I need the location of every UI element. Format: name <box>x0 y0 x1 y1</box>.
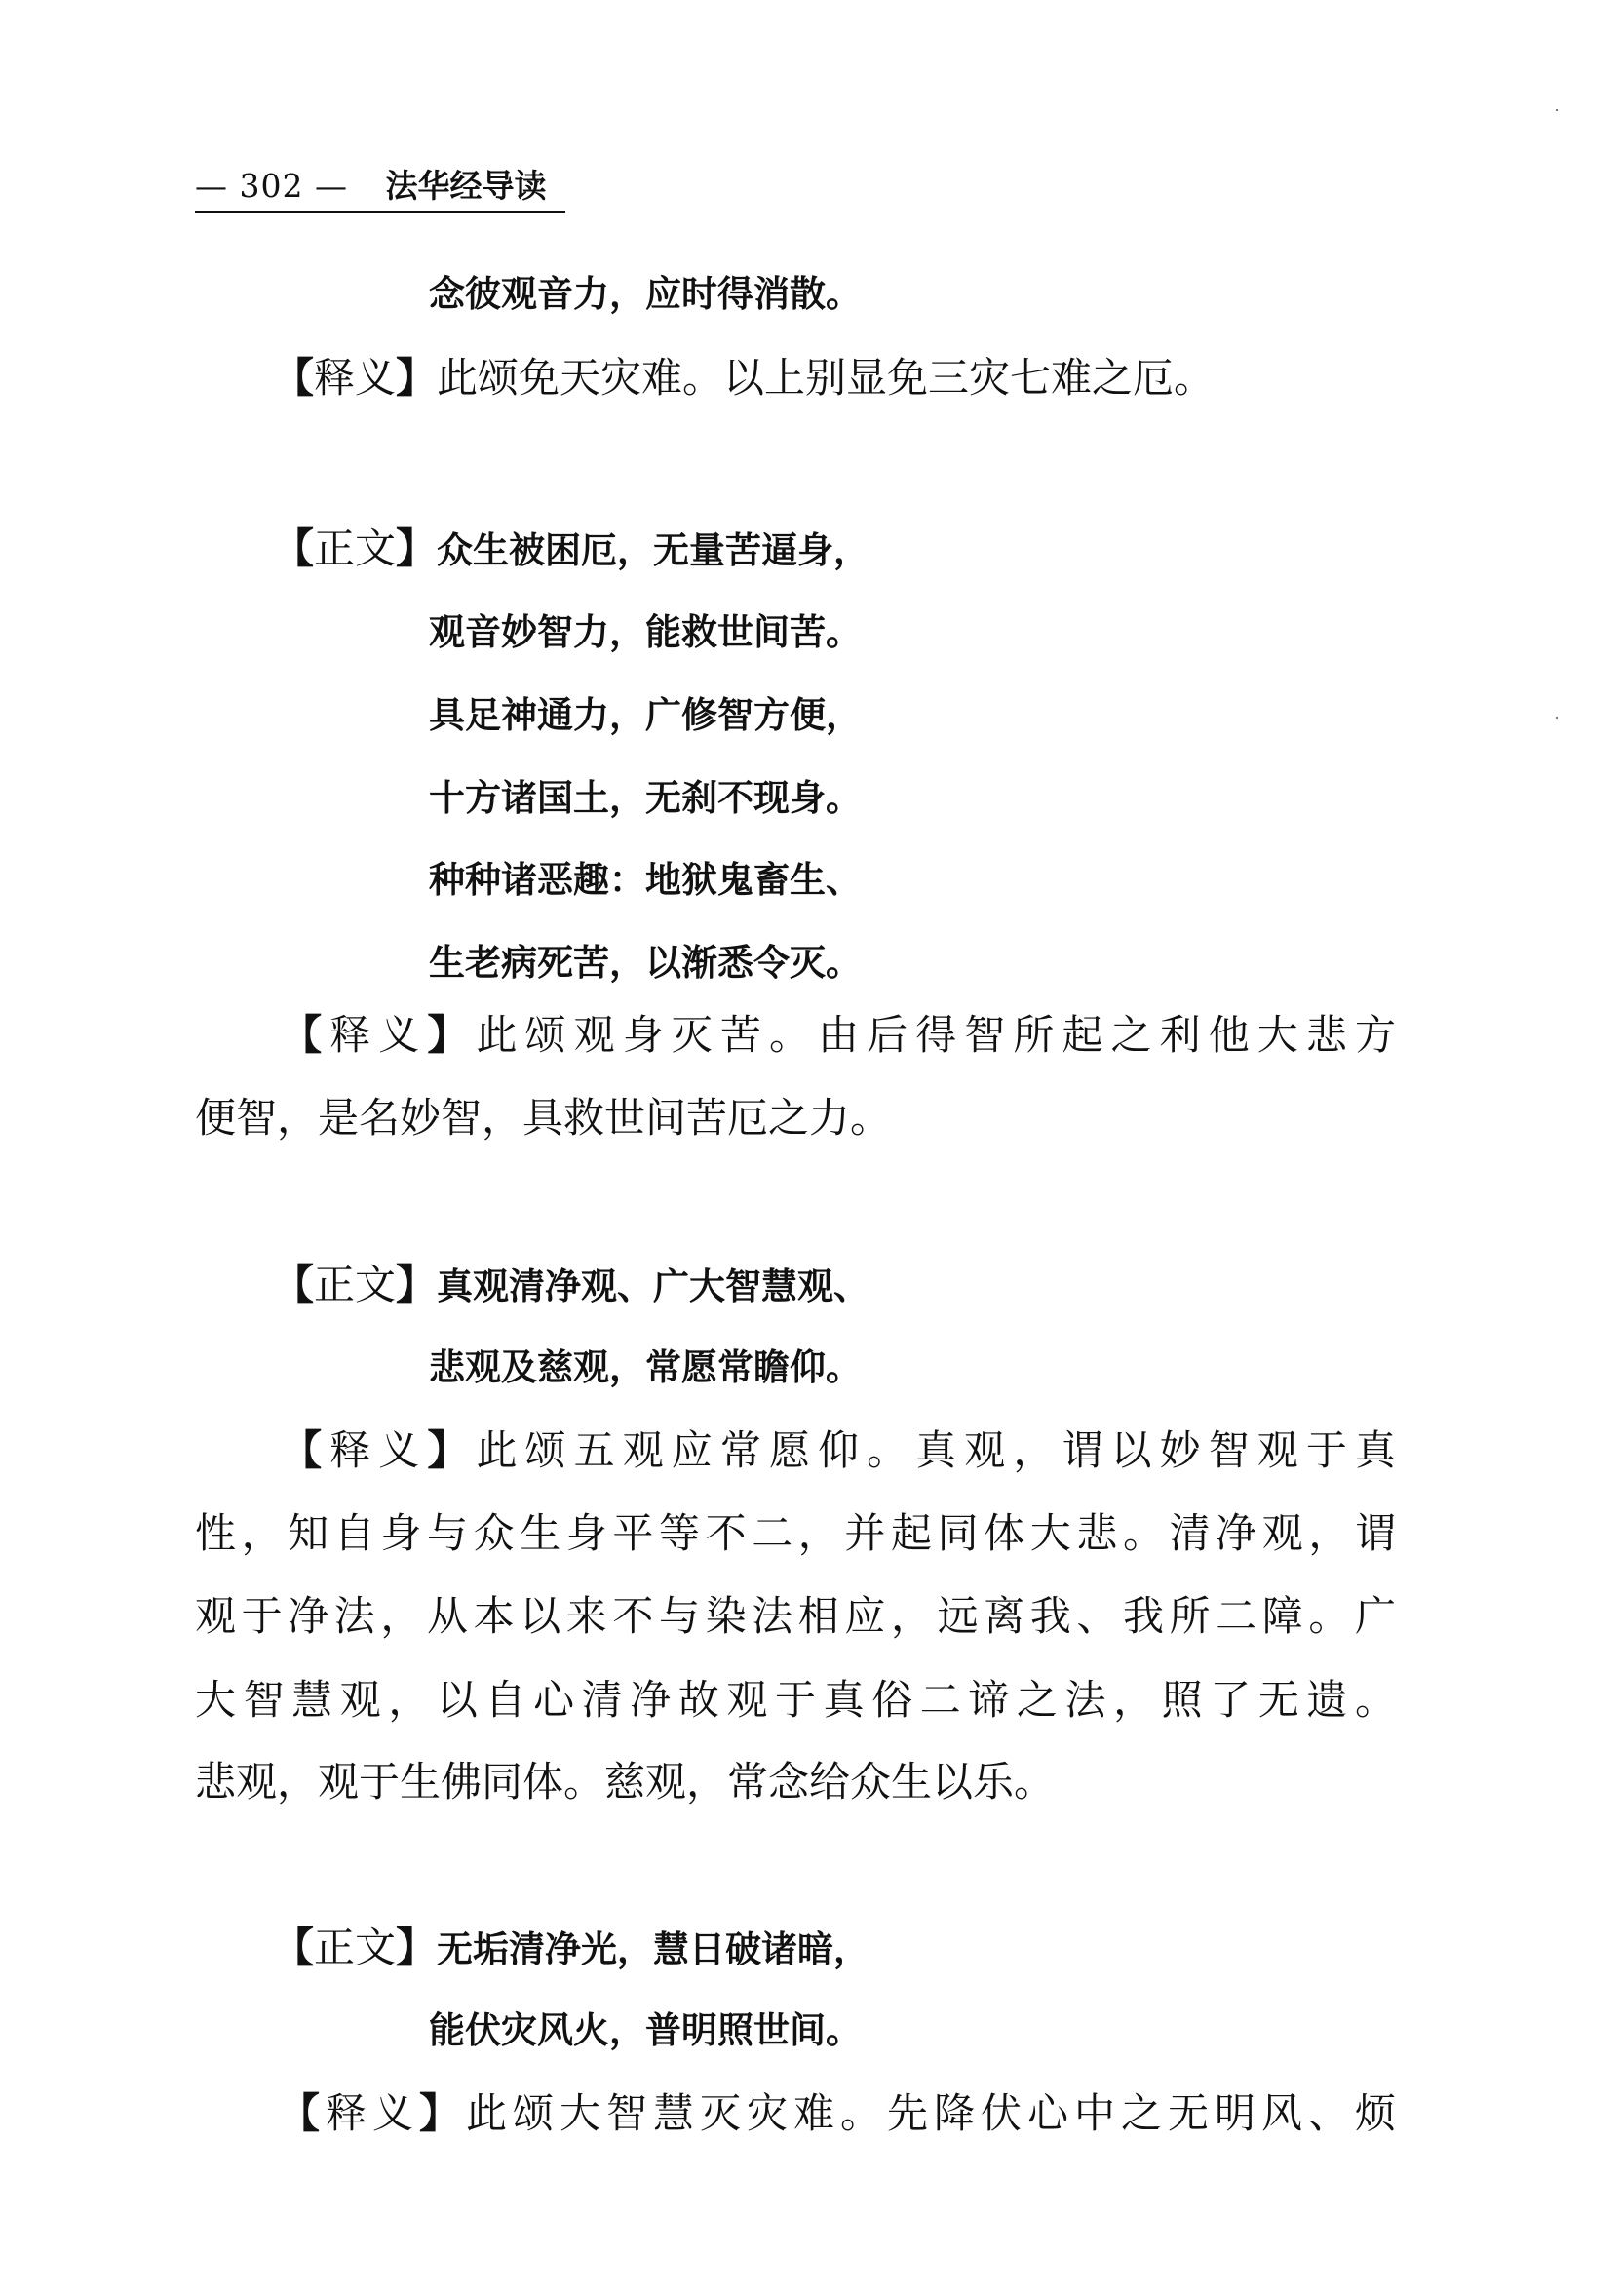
shiyi-tag: 【释义】 <box>273 1426 477 1474</box>
gloss-line: 观于净法，从本以来不与染法相应，远离我、我所二障。广 <box>195 1592 1396 1640</box>
verse-line: 种种诸恶趣：地狱鬼畜生、 <box>429 859 862 901</box>
verse-line: 生老病死苦，以渐悉令灭。 <box>429 942 862 984</box>
shiyi-tag: 【释义】 <box>273 354 438 402</box>
gloss-line: 【释义】此颂观身灭苦。由后得智所起之利他大悲方 <box>273 1011 1396 1059</box>
gloss-line: 大智慧观，以自心清净故观于真俗二谛之法，照了无遗。 <box>195 1676 1396 1724</box>
top-verse-line: 念彼观音力，应时得消散。 <box>429 273 862 315</box>
gloss-line: 【释义】此颂大智慧灭灾难。先降伏心中之无明风、烦 <box>273 2089 1396 2137</box>
verse-line: 【正文】真观清净观、广大智慧观、 <box>273 1261 870 1308</box>
gloss-line: 【释义】此颂五观应常愿仰。真观，谓以妙智观于真 <box>273 1426 1396 1474</box>
page-number: — 302 — <box>195 167 348 205</box>
verse-line: 具足神通力，广修智方便， <box>429 694 862 736</box>
zhengwen-tag: 【正文】 <box>273 525 438 572</box>
verse-line: 【正文】众生被困厄，无量苦逼身， <box>273 525 870 572</box>
verse-line: 十方诸国土，无刹不现身。 <box>429 777 862 819</box>
top-gloss: 【释义】此颂免天灾难。以上别显免三灾七难之厄。 <box>273 354 1216 402</box>
verse-line: 能伏灾风火，普明照世间。 <box>429 2009 862 2051</box>
verse-line: 悲观及慈观，常愿常瞻仰。 <box>429 1346 862 1388</box>
verse-line: 【正文】无垢清净光，慧日破诸暗， <box>273 1924 870 1971</box>
zhengwen-tag: 【正文】 <box>273 1924 438 1971</box>
gloss-line: 悲观，观于生佛同体。慈观，常念给众生以乐。 <box>195 1758 1056 1806</box>
zhengwen-tag: 【正文】 <box>273 1261 438 1308</box>
gloss-line: 便智，是名妙智，具救世间苦厄之力。 <box>195 1094 892 1142</box>
gloss-line: 性，知自身与众生身平等不二，并起同体大悲。清净观，谓 <box>195 1509 1396 1557</box>
scan-speck <box>1556 717 1558 719</box>
running-header <box>195 164 565 213</box>
shiyi-tag: 【释义】 <box>273 1011 477 1059</box>
scan-speck <box>1556 109 1558 111</box>
shiyi-tag: 【释义】 <box>273 2089 466 2137</box>
book-title: 法华经导读 <box>385 167 547 205</box>
verse-line: 观音妙智力，能救世间苦。 <box>429 611 862 653</box>
